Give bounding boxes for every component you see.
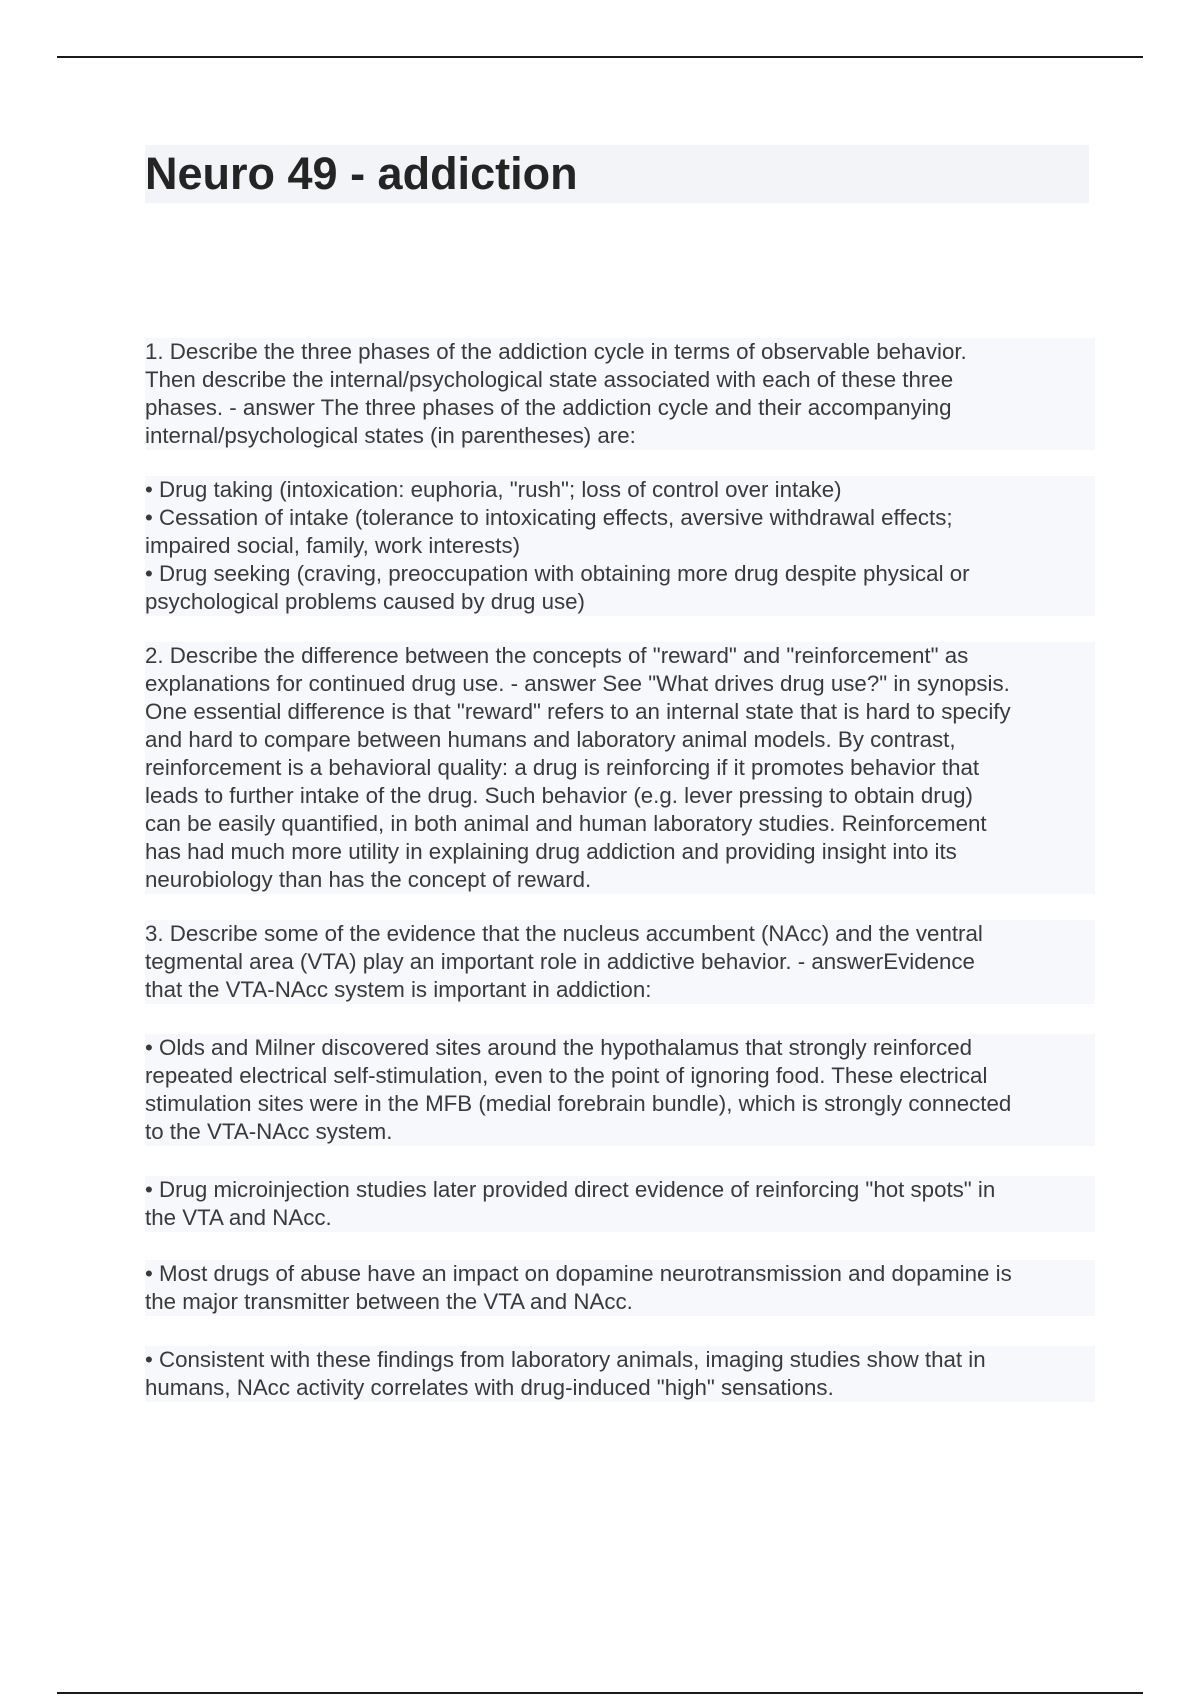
evidence-bullet-imaging — [145, 1346, 1095, 1402]
bullet-item: • Drug taking (intoxication: euphoria, "rush"; loss of control over intake) — [145, 477, 842, 502]
question-3-paragraph — [145, 920, 1095, 1004]
text-line: stimulation sites were in the MFB (medial forebrain bundle), which is strongly connected — [145, 1091, 1012, 1116]
text-line: the major transmitter between the VTA and NAcc. — [145, 1289, 633, 1314]
text-line: repeated electrical self-stimulation, even to the point of ignoring food. These electrical — [145, 1063, 988, 1088]
text-line: One essential difference is that "reward" refers to an internal state that is hard to specify — [145, 699, 1011, 724]
text-line: impaired social, family, work interests) — [145, 533, 521, 558]
text-line: reinforcement is a behavioral quality: a drug is reinforcing if it promotes behavior that — [145, 755, 980, 780]
evidence-bullet-microinjection — [145, 1176, 1095, 1232]
bullet-item: • Drug microinjection studies later provided direct evidence of reinforcing "hot spots" in — [145, 1177, 996, 1202]
text-line: neurobiology than has the concept of reward. — [145, 867, 592, 892]
text-line: can be easily quantified, in both animal and human laboratory studies. Reinforcement — [145, 811, 987, 836]
document-body — [145, 338, 1095, 1402]
bullet-item: • Most drugs of abuse have an impact on dopamine neurotransmission and dopamine is — [145, 1261, 1012, 1286]
text-line: leads to further intake of the drug. Such behavior (e.g. lever pressing to obtain drug) — [145, 783, 973, 808]
text-line: psychological problems caused by drug use) — [145, 589, 585, 614]
question-2-paragraph — [145, 642, 1095, 894]
bullet-item: • Consistent with these findings from laboratory animals, imaging studies show that in — [145, 1347, 986, 1372]
text-line: that the VTA-NAcc system is important in addiction: — [145, 977, 652, 1002]
text-line: 2. Describe the difference between the concepts of "reward" and "reinforcement" as — [145, 643, 969, 668]
text-line: has had much more utility in explaining drug addiction and providing insight into its — [145, 839, 957, 864]
top-rule — [57, 56, 1143, 58]
text-line: phases. - answer The three phases of the addiction cycle and their accompanying — [145, 395, 952, 420]
phases-bullet-list — [145, 476, 1095, 616]
text-line: 1. Describe the three phases of the addiction cycle in terms of observable behavior. — [145, 339, 967, 364]
text-line: to the VTA-NAcc system. — [145, 1119, 393, 1144]
text-line: internal/psychological states (in parentheses) are: — [145, 423, 636, 448]
bullet-item: • Drug seeking (craving, preoccupation with obtaining more drug despite physical or — [145, 561, 970, 586]
bullet-item: • Cessation of intake (tolerance to intoxicating effects, aversive withdrawal effects; — [145, 505, 953, 530]
text-line: humans, NAcc activity correlates with drug-induced "high" sensations. — [145, 1375, 834, 1400]
bottom-rule — [57, 1692, 1143, 1694]
evidence-bullet-dopamine — [145, 1260, 1095, 1316]
page-title: Neuro 49 - addiction — [145, 148, 578, 199]
text-line: Then describe the internal/psychological state associated with each of these three — [145, 367, 954, 392]
text-line: the VTA and NAcc. — [145, 1205, 332, 1230]
text-line: 3. Describe some of the evidence that the nucleus accumbent (NAcc) and the ventral — [145, 921, 983, 946]
evidence-bullet-olds-milner — [145, 1034, 1095, 1146]
text-line: explanations for continued drug use. - answer See "What drives drug use?" in synopsis. — [145, 671, 1010, 696]
bullet-item: • Olds and Milner discovered sites around the hypothalamus that strongly reinforced — [145, 1035, 973, 1060]
text-line: tegmental area (VTA) play an important role in addictive behavior. - answerEvidence — [145, 949, 975, 974]
text-line: and hard to compare between humans and laboratory animal models. By contrast, — [145, 727, 956, 752]
question-1-paragraph — [145, 338, 1095, 450]
